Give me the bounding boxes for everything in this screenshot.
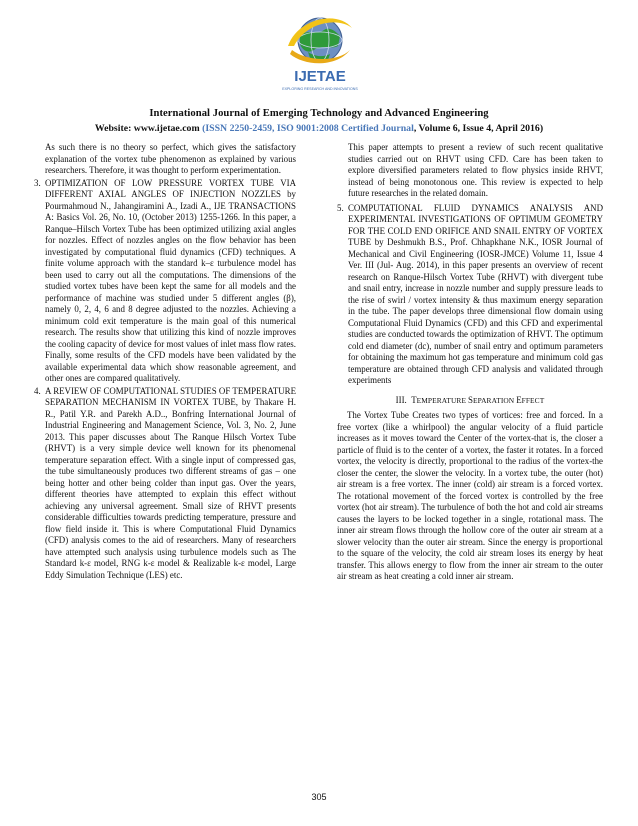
section-title-initial: S (468, 394, 473, 405)
logo-tagline: EXPLORING RESEARCH AND INNOVATIONS (282, 87, 358, 91)
reference-number: 3. (34, 177, 41, 188)
section-heading (337, 395, 603, 407)
reference-text: COMPUTATIONAL FLUID DYNAMICS ANALYSIS AND EXPERIMENTAL INVESTIGATIONS OF OPTIMUM GEOMETRY FOR THE COLD END ORIFICE AND SNAIL ENTRY OF VORTEX TUBE by Deshmukh B.S., Prof. Chhapkhane N.K., IOSR Journal of Mechanical and Civil Engineering (IOSR-JMCE) Volume 11, Issue 4 Ver. III (Jul- Aug. 2014), in this paper presents an overview of recent research on Ranque-Hilsch Vortex Tube (RHVT) with divergent tube and snail entry, increase in nozzle number and supply pressure leads to the rise of swirl / vortex intensity & thus maximum energy separation in the tube. The paper develops three dimensional flow domain using Computational Fluid Dynamics (CFD) and this CFD and experimental studies are conducted towards the optimization of RHVT. The optimum cold end diameter (dc), number of snail entry and optimum parameters for obtaining the maximum hot gas temperature and minimum cold gas temperature are obtained through CFD analysis and validated through experiments (348, 202, 603, 385)
ijetae-logo (278, 6, 362, 100)
page-number: 305 (311, 792, 327, 802)
reference-number: 4. (34, 385, 41, 396)
reference-text: A REVIEW OF COMPUTATIONAL STUDIES OF TEMPERATURE SEPARATION MECHANISM IN VORTEX TUBE, by Thakare H. R., Patil Y.R. and Parekh A.D.., Bonfring International Journal of Industrial Engineering and Management Science, Vol. 3, No. 2, June 2013. This paper discusses about The Ranque Hilsch Vortex Tube (RHVT) is a very simple device well known for its phenomenal temperature separation effect. With a single input of compressed gas, the tube simultaneously produces two different streams of gas – one being hotter and other being colder than input gas. Over the years, different theories have attempted to explain this effect without achieving any universal agreement. Small size of RHVT presents considerable difficulties towards predicting temperature, pressure and flow field inside it. This is where Computational Fluid Dynamics (CFD) analysis comes to the aid of researchers. Many of researchers have attempted such analysis using turbulence models such as The Standard k-ε model, RNG k-ε model & Realizable k-ε model, Large Eddy Simulation Technique (LES) etc. (45, 385, 296, 580)
left-column (34, 142, 296, 581)
left-intro-paragraph: As such there is no theory so perfect, which gives the satisfactory explanation of the vortex tube phenomenon as explained by various researchers. Therefore, it was thought to perform experimentation. (45, 142, 296, 175)
right-column (337, 142, 603, 583)
journal-title: International Journal of Emerging Technology and Advanced Engineering (149, 108, 489, 119)
issn-text: (ISSN 2250-2459, ISO 9001:2008 Certified Journal (202, 123, 414, 134)
section-title-part: FFECT (521, 395, 545, 405)
section-body-paragraph: The Vortex Tube Creates two types of vortices: free and forced. In a free vortex (like a whirlpool) the angular velocity of a fluid particle increases as it moves toward the Center of the vortex-that is, the closer a particle of fluid is to the center of a vortex, the faster it rotates. In a forced vortex, the velocity is directly, proportional to the radius of the vortex-the closer the center, the slower the velocity. In a vortex tube, the outer (hot) air stream is a free vortex. The inner (cold) air stream is a forced vortex. The rotational movement of the forced vortex is controlled by the free vortex (hot air stream). The turbulence of both the hot and cold air streams causes the layers to be locked together in a single, rotational mass. The inner air stream flows through the hollow core of the outer air stream at a slower velocity than the outer air stream. Since the energy is proportional to the square of the velocity, the cold air stream loses its energy by heat transfer. This allows energy to flow from the inner air stream to the outer air stream as heat creating a cold inner air stream. (337, 410, 603, 581)
reference-number: 5. (337, 202, 344, 213)
reference-item (34, 386, 296, 582)
reference-text: OPTIMIZATION OF LOW PRESSURE VORTEX TUBE VIA DIFFERENT AXIAL ANGLES OF INJECTION NOZZLES by Pourmahmoud N., Jahangiramini A., Izadi A., IJE TRANSACTIONS A: Basics Vol. 26, No. 10, (October 2013) 1255-1266. In this paper, a Ranque–Hilsch Vortex Tube has been optimized utilizing axial angles for nozzles. Effect of nozzles angles on the flow behavior has been investigated by computational fluid dynamics (CFD) techniques. A finite volume approach with the standard k–ε turbulence model has been used to carry out all the computations. The dimensions of the studied vortex tubes have been kept the same for all models and the performance of machine was studied under 5 different angles (β), namely 0, 2, 4, 6 and 8 degree adjusted to the nozzles. Achieving a minimum cold exit temperature is the main goal of this numerical research. The results show that utilizing this kind of nozzle improves the cooling capacity of device for most values of inlet mass flow rates. Finally, some results of the CFD models have been validated by the available experimental data which show reasonable agreement, and other ones are compared qualitatively. (45, 177, 296, 383)
right-continuation-paragraph: This paper attempts to present a review of such recent qualitative studies carried out on RHVT using CFD. Care has been taken to explore diversified parameters related to flow physics inside RHVT, instead of being monotonous one. This review is expected to help future researches in the related domain. (348, 142, 603, 198)
logo-text: IJETAE (294, 68, 346, 85)
section-title-part: EMPERATURE (416, 395, 469, 405)
reference-item (337, 203, 603, 387)
section-title-initial: T (411, 394, 417, 405)
volume-text: , Volume 6, Issue 4, April 2016) (413, 123, 544, 134)
section-title-part: EPARATION (472, 395, 517, 405)
website-text: Website: www.ijetae.com (94, 123, 203, 134)
section-title-initial: E (516, 394, 522, 405)
section-number: III. (395, 394, 407, 405)
journal-website-line (0, 123, 638, 134)
reference-item (34, 178, 296, 385)
globe-icon (298, 18, 342, 62)
